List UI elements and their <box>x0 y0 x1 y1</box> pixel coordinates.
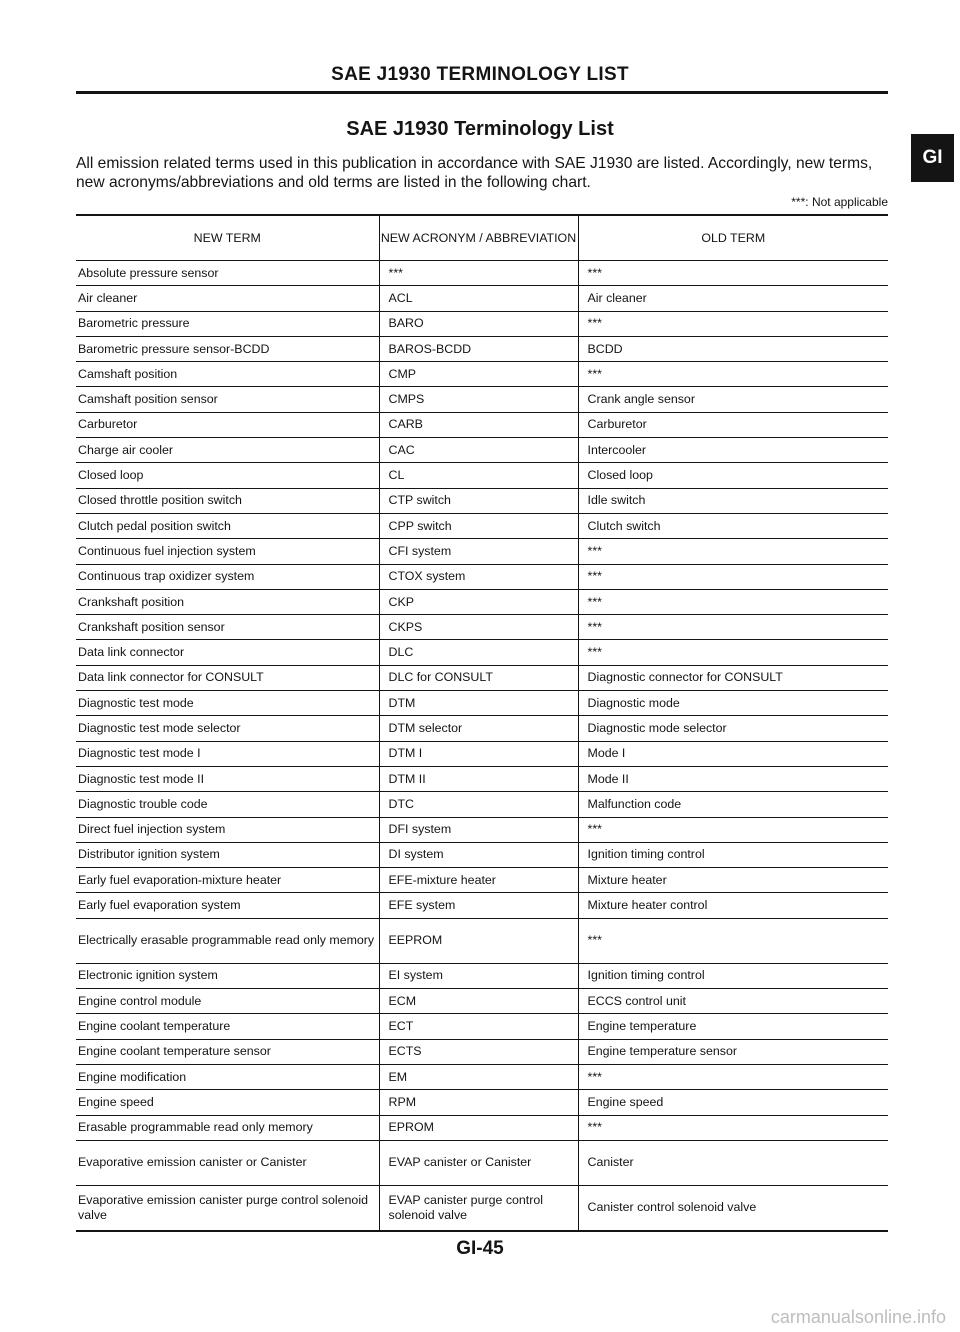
cell-new-term: Diagnostic test mode I <box>76 741 379 766</box>
table-row <box>76 893 888 918</box>
cell-new-term: Barometric pressure <box>76 311 379 336</box>
cell-new-acronym: ECT <box>379 1014 578 1039</box>
table-row <box>76 665 888 690</box>
cell-old-term: *** <box>578 615 888 640</box>
table-row <box>76 691 888 716</box>
cell-old-term: Crank angle sensor <box>578 387 888 412</box>
cell-new-acronym: DTM II <box>379 766 578 791</box>
table-row <box>76 741 888 766</box>
table-row <box>76 311 888 336</box>
cell-old-term: *** <box>578 1115 888 1140</box>
cell-new-term: Camshaft position sensor <box>76 387 379 412</box>
cell-new-acronym: CL <box>379 463 578 488</box>
cell-old-term: *** <box>578 589 888 614</box>
cell-new-term: Closed throttle position switch <box>76 488 379 513</box>
cell-old-term: Canister control solenoid valve <box>578 1185 888 1231</box>
table-row <box>76 868 888 893</box>
cell-new-term: Engine modification <box>76 1064 379 1089</box>
cell-new-term: Air cleaner <box>76 286 379 311</box>
cell-new-term: Engine coolant temperature <box>76 1014 379 1039</box>
cell-old-term: Mode II <box>578 766 888 791</box>
table-row <box>76 589 888 614</box>
cell-new-acronym: EM <box>379 1064 578 1089</box>
cell-new-term: Electronic ignition system <box>76 963 379 988</box>
cell-old-term: *** <box>578 640 888 665</box>
cell-new-term: Engine coolant temperature sensor <box>76 1039 379 1064</box>
column-header-new-term: NEW TERM <box>76 215 379 261</box>
table-body <box>76 261 888 1231</box>
cell-new-acronym: CFI system <box>379 539 578 564</box>
cell-old-term: *** <box>578 261 888 286</box>
cell-new-term: Continuous trap oxidizer system <box>76 564 379 589</box>
table-row <box>76 362 888 387</box>
table-row <box>76 766 888 791</box>
document-title: SAE J1930 Terminology List <box>346 118 614 140</box>
cell-new-acronym: ECM <box>379 989 578 1014</box>
table-row <box>76 463 888 488</box>
section-tab-gi: GI <box>911 134 954 182</box>
cell-new-acronym: EEPROM <box>379 918 578 963</box>
cell-new-acronym: CARB <box>379 412 578 437</box>
table-row <box>76 412 888 437</box>
cell-new-term: Continuous fuel injection system <box>76 539 379 564</box>
cell-new-acronym: CTOX system <box>379 564 578 589</box>
table-row <box>76 539 888 564</box>
cell-old-term: Ignition timing control <box>578 963 888 988</box>
page-header-title: SAE J1930 TERMINOLOGY LIST <box>331 64 629 85</box>
table-row <box>76 989 888 1014</box>
page-number: GI-45 <box>456 1238 504 1259</box>
cell-new-term: Electrically erasable programmable read only memory <box>76 918 379 963</box>
cell-new-acronym: DLC <box>379 640 578 665</box>
cell-new-term: Erasable programmable read only memory <box>76 1115 379 1140</box>
cell-old-term: Intercooler <box>578 438 888 463</box>
cell-new-term: Evaporative emission canister purge control solenoid valve <box>76 1185 379 1231</box>
cell-new-term: Early fuel evaporation system <box>76 893 379 918</box>
cell-old-term: ECCS control unit <box>578 989 888 1014</box>
cell-new-acronym: CKP <box>379 589 578 614</box>
cell-old-term: Carburetor <box>578 412 888 437</box>
cell-old-term: *** <box>578 1064 888 1089</box>
cell-old-term: Diagnostic mode <box>578 691 888 716</box>
cell-new-term: Camshaft position <box>76 362 379 387</box>
cell-new-term: Crankshaft position sensor <box>76 615 379 640</box>
cell-new-acronym: EFE-mixture heater <box>379 868 578 893</box>
cell-new-term: Engine speed <box>76 1090 379 1115</box>
cell-old-term: *** <box>578 362 888 387</box>
cell-new-acronym: CTP switch <box>379 488 578 513</box>
cell-new-acronym: DTM <box>379 691 578 716</box>
cell-new-acronym: *** <box>379 261 578 286</box>
table-row <box>76 817 888 842</box>
table-row <box>76 336 888 361</box>
cell-old-term: Mixture heater <box>578 868 888 893</box>
cell-new-term: Data link connector <box>76 640 379 665</box>
cell-old-term: *** <box>578 564 888 589</box>
cell-new-acronym: RPM <box>379 1090 578 1115</box>
header-rule <box>76 91 888 94</box>
cell-old-term: Idle switch <box>578 488 888 513</box>
cell-old-term: Engine speed <box>578 1090 888 1115</box>
cell-new-acronym: EPROM <box>379 1115 578 1140</box>
cell-new-acronym: DTC <box>379 792 578 817</box>
cell-new-term: Distributor ignition system <box>76 842 379 867</box>
table-row <box>76 387 888 412</box>
table-row <box>76 1115 888 1140</box>
table-row <box>76 640 888 665</box>
cell-new-term: Diagnostic trouble code <box>76 792 379 817</box>
cell-old-term: Engine temperature <box>578 1014 888 1039</box>
cell-old-term: Air cleaner <box>578 286 888 311</box>
cell-new-acronym: BAROS-BCDD <box>379 336 578 361</box>
cell-old-term: *** <box>578 918 888 963</box>
cell-new-term: Diagnostic test mode <box>76 691 379 716</box>
table-row <box>76 1064 888 1089</box>
cell-old-term: *** <box>578 539 888 564</box>
cell-old-term: Ignition timing control <box>578 842 888 867</box>
table-row <box>76 615 888 640</box>
cell-old-term: Mixture heater control <box>578 893 888 918</box>
cell-old-term: *** <box>578 817 888 842</box>
table-row <box>76 1014 888 1039</box>
cell-old-term: Clutch switch <box>578 513 888 538</box>
cell-new-acronym: EVAP canister purge control solenoid valve <box>379 1185 578 1231</box>
table-row <box>76 918 888 963</box>
table-row <box>76 438 888 463</box>
cell-new-term: Diagnostic test mode II <box>76 766 379 791</box>
column-header-old-term: OLD TERM <box>578 215 888 261</box>
cell-old-term: Closed loop <box>578 463 888 488</box>
cell-old-term: Canister <box>578 1140 888 1185</box>
cell-new-acronym: CAC <box>379 438 578 463</box>
cell-new-acronym: DTM selector <box>379 716 578 741</box>
cell-new-acronym: DLC for CONSULT <box>379 665 578 690</box>
cell-new-acronym: EVAP canister or Canister <box>379 1140 578 1185</box>
cell-new-term: Absolute pressure sensor <box>76 261 379 286</box>
cell-old-term: *** <box>578 311 888 336</box>
cell-new-acronym: EFE system <box>379 893 578 918</box>
table-row <box>76 716 888 741</box>
table-row <box>76 513 888 538</box>
cell-new-term: Diagnostic test mode selector <box>76 716 379 741</box>
table-row <box>76 488 888 513</box>
cell-old-term: Engine temperature sensor <box>578 1039 888 1064</box>
table-row <box>76 1140 888 1185</box>
not-applicable-note: ***: Not applicable <box>791 195 888 209</box>
cell-new-term: Carburetor <box>76 412 379 437</box>
cell-new-acronym: CMPS <box>379 387 578 412</box>
cell-new-acronym: DTM I <box>379 741 578 766</box>
cell-new-term: Closed loop <box>76 463 379 488</box>
cell-new-acronym: BARO <box>379 311 578 336</box>
column-header-new-acronym: NEW ACRONYM / ABBREVIATION <box>379 215 578 261</box>
cell-old-term: BCDD <box>578 336 888 361</box>
cell-new-acronym: DFI system <box>379 817 578 842</box>
table-row <box>76 1039 888 1064</box>
cell-new-acronym: EI system <box>379 963 578 988</box>
table-row <box>76 792 888 817</box>
cell-new-term: Direct fuel injection system <box>76 817 379 842</box>
table-row <box>76 564 888 589</box>
cell-new-acronym: CPP switch <box>379 513 578 538</box>
cell-new-term: Charge air cooler <box>76 438 379 463</box>
table-row <box>76 261 888 286</box>
cell-old-term: Diagnostic mode selector <box>578 716 888 741</box>
cell-old-term: Mode I <box>578 741 888 766</box>
cell-new-acronym: ECTS <box>379 1039 578 1064</box>
watermark: carmanualsonline.info <box>770 1307 946 1327</box>
table-header-row <box>76 215 888 261</box>
table-row <box>76 1090 888 1115</box>
cell-new-term: Data link connector for CONSULT <box>76 665 379 690</box>
intro-paragraph: All emission related terms used in this publication in accordance with SAE J1930 are listed. Accordingly, new terms, new acronyms/abbreviations and old terms are listed in the following chart. <box>76 155 873 191</box>
cell-new-term: Early fuel evaporation-mixture heater <box>76 868 379 893</box>
cell-new-acronym: ACL <box>379 286 578 311</box>
cell-old-term: Diagnostic connector for CONSULT <box>578 665 888 690</box>
cell-old-term: Malfunction code <box>578 792 888 817</box>
table-row <box>76 1185 888 1231</box>
table-row <box>76 842 888 867</box>
cell-new-term: Evaporative emission canister or Canister <box>76 1140 379 1185</box>
cell-new-term: Barometric pressure sensor-BCDD <box>76 336 379 361</box>
cell-new-acronym: CKPS <box>379 615 578 640</box>
cell-new-acronym: DI system <box>379 842 578 867</box>
cell-new-term: Clutch pedal position switch <box>76 513 379 538</box>
cell-new-acronym: CMP <box>379 362 578 387</box>
cell-new-term: Engine control module <box>76 989 379 1014</box>
terminology-table <box>76 214 888 1232</box>
table-row <box>76 963 888 988</box>
cell-new-term: Crankshaft position <box>76 589 379 614</box>
table-row <box>76 286 888 311</box>
